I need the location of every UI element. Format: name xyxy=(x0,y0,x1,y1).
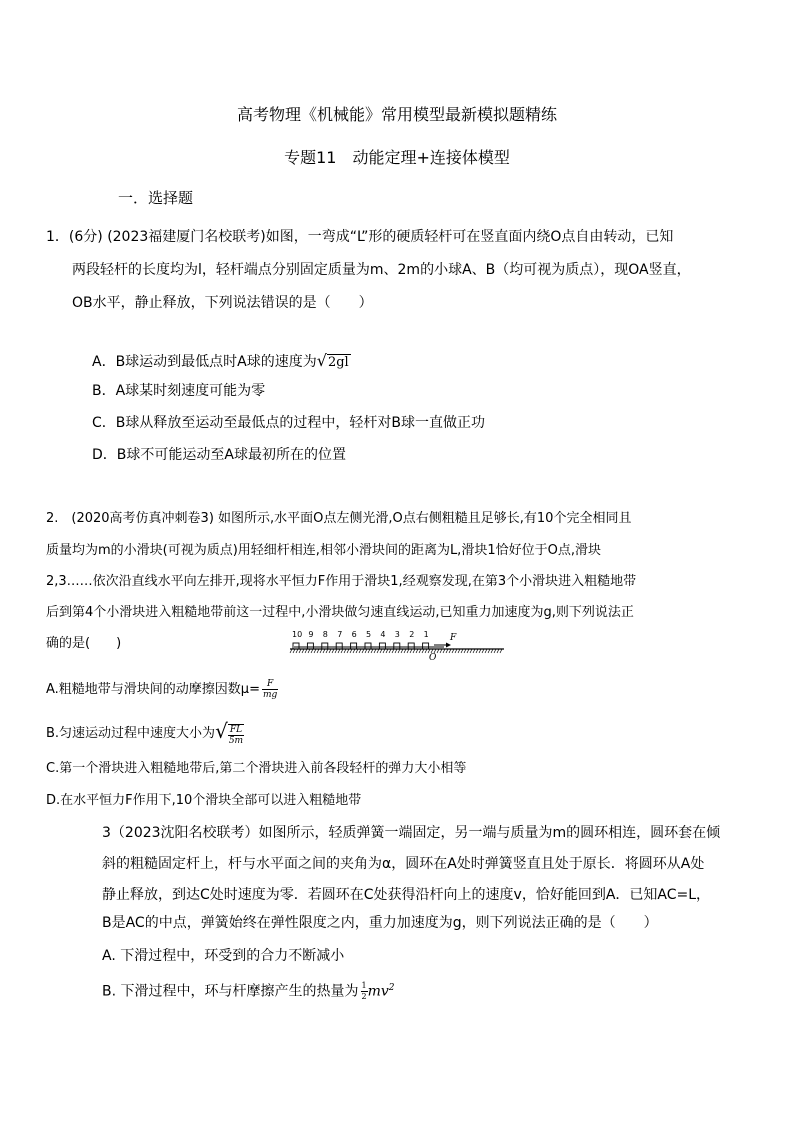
slider-label: 2 xyxy=(409,630,415,639)
slider-blocks xyxy=(293,643,429,649)
question-1-line-2: 两段轻杆的长度均为l，轻杆端点分别固定质量为m、2m的小球A、B（均可视为质点），现OA竖直， xyxy=(72,262,691,278)
question-2-option-b-text: B.匀速运动过程中速度大小为 xyxy=(46,725,216,741)
question-2-line-2: 质量均为m的小滑块(可视为质点)用轻细杆相连,相邻小滑块间的距离为L,滑块1恰好位于O点,滑块 xyxy=(46,543,601,558)
half-fraction xyxy=(361,981,368,1002)
sqrt-expression: √2gl xyxy=(316,351,349,370)
question-2-line-5: 确的是( ) xyxy=(46,636,122,651)
question-2-line-4: 后到第4个小滑块进入粗糙地带前这一过程中,小滑块做匀速直线运动,已知重力加速度为g,则下列说法正 xyxy=(46,605,634,620)
question-3-line-3: 静止释放，到达C处时速度为零．若圆环在C处获得沿杆向上的速度v，恰好能回到A．已知AC=L， xyxy=(102,887,711,903)
question-2-option-a-text: A.粗糙地带与滑块间的动摩擦因数μ= xyxy=(46,682,260,697)
question-2-line-1: 2. (2020高考仿真冲刺卷3) 如图所示,水平面O点左侧光滑,O点右侧粗糙且足够长,有10个完全相同且 xyxy=(46,511,632,526)
question-1-option-b: B．A球某时刻速度可能为零 xyxy=(92,383,266,399)
slider-label: 8 xyxy=(322,630,328,639)
kinetic-term: mv xyxy=(367,983,389,1000)
question-2-option-d: D.在水平恒力F作用下,10个滑块全部可以进入粗糙地带 xyxy=(46,793,362,808)
force-arrow-icon xyxy=(446,643,451,648)
slider-block xyxy=(336,643,342,649)
fraction-denominator: 5m xyxy=(228,735,244,746)
slider-label: 1 xyxy=(423,630,429,639)
slider-block xyxy=(307,643,313,649)
fraction-numerator: FL xyxy=(228,725,244,736)
slider-label: 10 xyxy=(292,630,303,639)
slider-block xyxy=(423,643,429,649)
document-title: 高考物理《机械能》常用模型最新模拟题精练 xyxy=(236,105,557,124)
slider-block xyxy=(408,643,414,649)
slider-label: 9 xyxy=(308,630,314,639)
question-1-option-c: C．B球从释放至运动至最低点的过程中，轻杆对B球一直做正功 xyxy=(92,415,485,431)
section-heading: 一．选择题 xyxy=(118,189,194,207)
document-subtitle: 专题11 动能定理+连接体模型 xyxy=(284,148,510,167)
question-3-option-b-text: B. 下滑过程中，环与杆摩擦产生的热量为 xyxy=(102,983,359,1000)
exponent: 2 xyxy=(388,982,395,993)
fraction-denominator: 2 xyxy=(361,992,367,1001)
question-3-option-a: A. 下滑过程中，环受到的合力不断减小 xyxy=(102,948,345,964)
question-1-line-1: 1．(6分) (2023福建厦门名校联考)如图，一弯成“L”形的硬质轻杆可在竖直面内绕O点自由转动，已知 xyxy=(46,229,674,245)
slider-number-labels xyxy=(292,630,429,639)
sqrt-radicand: 2gl xyxy=(327,355,349,370)
slider-block xyxy=(351,643,357,649)
velocity-fraction xyxy=(228,724,244,746)
question-2-option-b xyxy=(46,721,244,746)
question-1-line-3: OB水平，静止释放，下列说法错误的是（ ） xyxy=(72,295,373,311)
question-3-line-4: B是AC的中点，弹簧始终在弹性限度之内，重力加速度为g，则下列说法正确的是（ ） xyxy=(102,915,658,931)
slider-label: 6 xyxy=(351,630,357,639)
slider-block xyxy=(293,643,299,649)
force-label: F xyxy=(450,633,457,643)
slider-label: 3 xyxy=(394,630,400,639)
question-1-option-a-text: A．B球运动到最低点时A球的速度为 xyxy=(92,354,317,370)
question-3-option-b xyxy=(102,981,395,1002)
sqrt-expression: √ $\frac{FL}{5m}$ xyxy=(215,719,244,746)
question-1-option-d: D．B球不可能运动至A球最初所在的位置 xyxy=(92,447,346,463)
slider-label: 7 xyxy=(337,630,343,639)
slider-block xyxy=(365,643,371,649)
question-2-line-3: 2,3……依次沿直线水平向左排开,现将水平恒力F作用于滑块1,经观察发现,在第3个小滑块进入粗糙地带 xyxy=(46,574,637,589)
slider-block xyxy=(394,643,400,649)
question-2-option-a xyxy=(46,679,278,700)
slider-block xyxy=(322,643,328,649)
fraction-denominator: mg xyxy=(262,690,278,700)
friction-fraction xyxy=(262,679,278,700)
question-1-option-a xyxy=(92,351,351,373)
question-3-line-1: 3（2023沈阳名校联考）如图所示，轻质弹簧一端固定，另一端与质量为m的圆环相连，圆环套在倾 xyxy=(102,825,721,841)
slider-label: 5 xyxy=(366,630,372,639)
fraction-numerator: 1 xyxy=(361,981,367,990)
slider-block xyxy=(379,643,385,649)
origin-label: O xyxy=(429,653,437,663)
slider-chain-figure xyxy=(286,627,508,663)
question-2-option-c: C.第一个滑块进入粗糙地带后,第二个滑块进入前各段轻杆的弹力大小相等 xyxy=(46,761,467,776)
slider-label: 4 xyxy=(380,630,386,639)
fraction-numerator: F xyxy=(262,679,278,690)
question-3-line-2: 斜的粗糙固定杆上，杆与水平面之间的夹角为α，圆环在A处时弹簧竖直且处于原长．将圆环从A处 xyxy=(102,856,705,872)
